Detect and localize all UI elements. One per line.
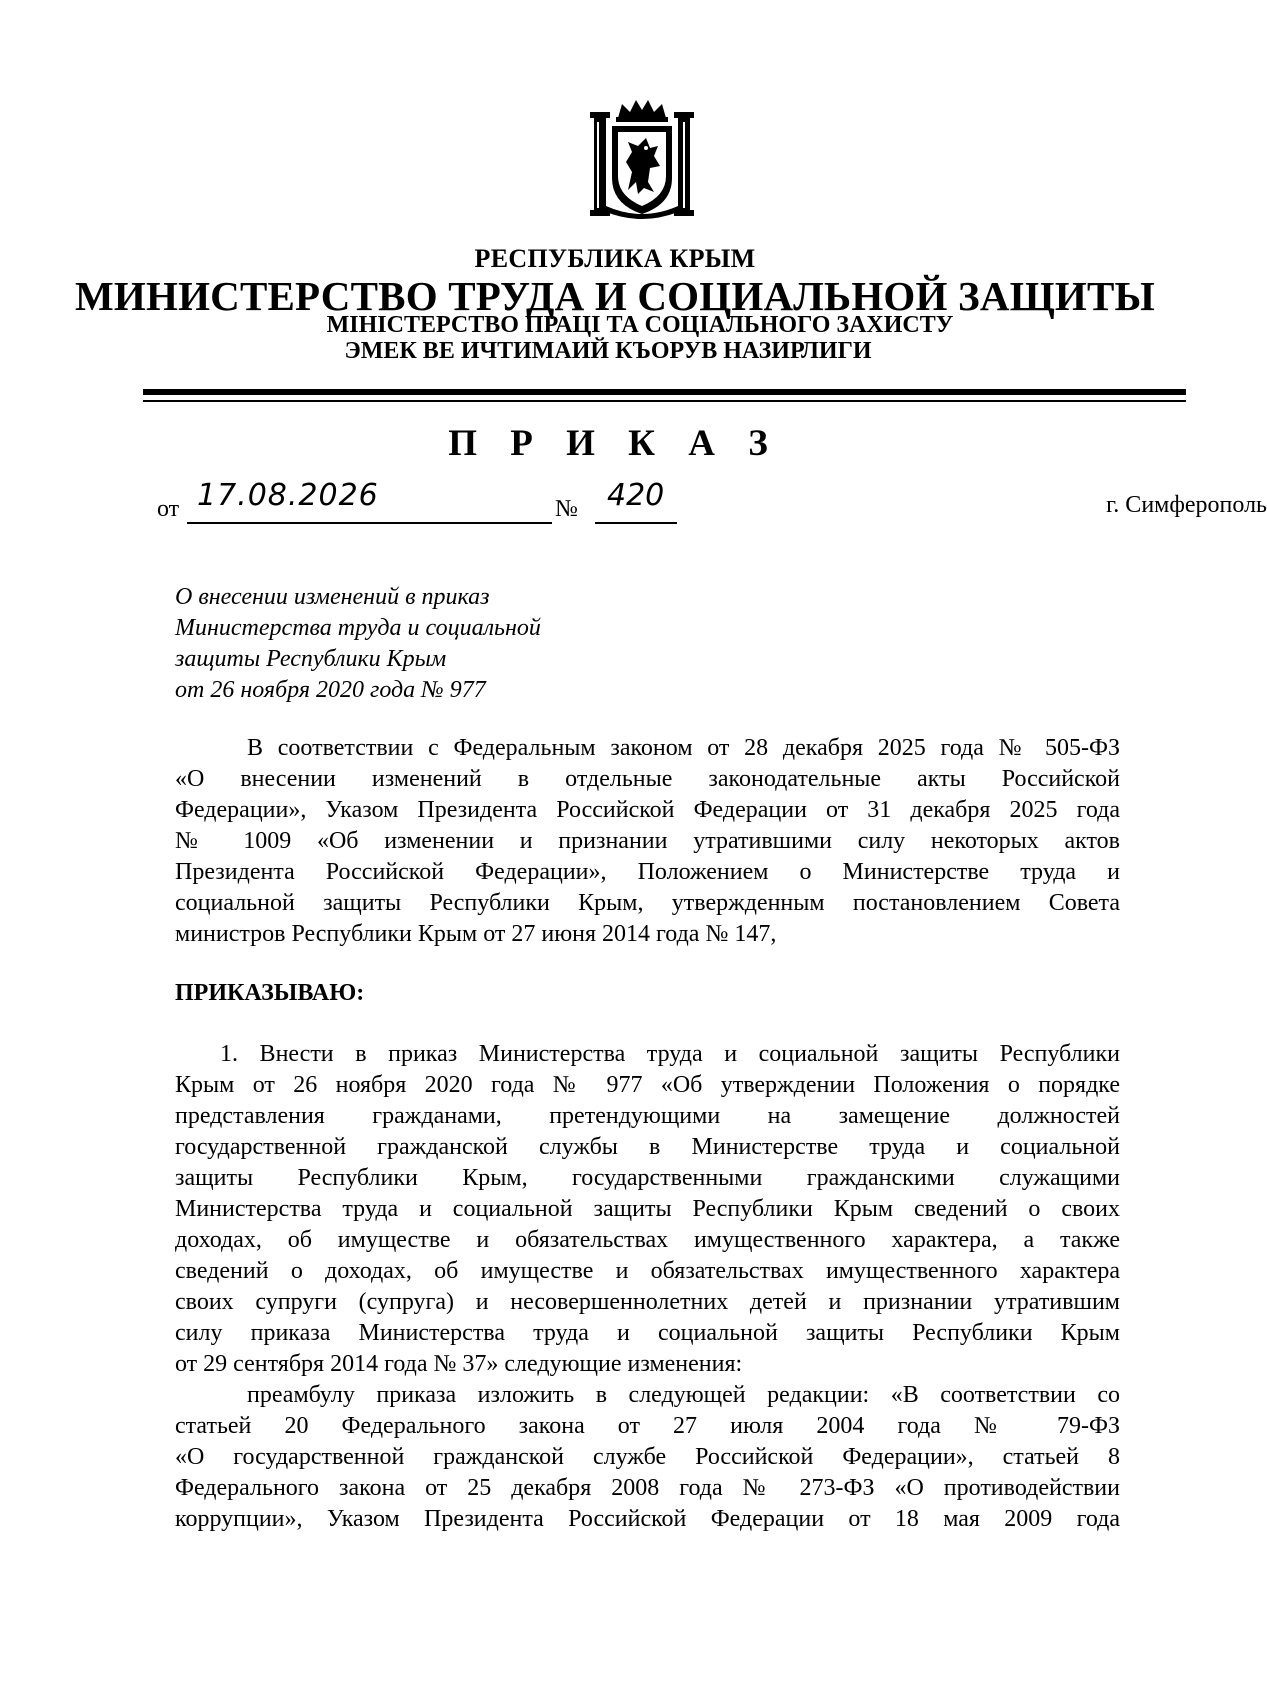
header-rule-thin [143, 400, 1186, 402]
paragraph-line: В соответствии с Федеральным законом от 28 декабря 2025 года № 505-ФЗ [247, 735, 1120, 761]
paragraph-line: 1. Внести в приказ Министерства труда и социальной защиты Республики [220, 1041, 1120, 1067]
subject-line: О внесении изменений в приказ [175, 584, 490, 610]
coat-of-arms-icon [588, 96, 696, 220]
date-prefix: от [157, 496, 180, 522]
subject-block [175, 582, 541, 706]
paragraph-line: от 29 сентября 2014 года № 37» следующие изменения: [175, 1351, 743, 1377]
subject-line: защиты Республики Крым [175, 646, 447, 672]
paragraph-line: статьей 20 Федерального закона от 27 июля 2004 года № 79-ФЗ [175, 1413, 1120, 1439]
paragraph-line: № 1009 «Об изменении и признании утратившими силу некоторых актов [175, 828, 1120, 854]
subject-line: Министерства труда и социальной [175, 615, 541, 641]
paragraph-line: Федерального закона от 25 декабря 2008 года № 273-ФЗ «О противодействии [175, 1475, 1120, 1501]
paragraph-line: государственной гражданской службы в Министерстве труда и социальной [175, 1134, 1120, 1160]
paragraph-line: «О государственной гражданской службе Российской Федерации», статьей 8 [175, 1444, 1120, 1470]
paragraph-line: социальной защиты Республики Крым, утвержденным постановлением Совета [175, 890, 1120, 916]
number-prefix: № [555, 496, 578, 522]
paragraph-line: доходах, об имуществе и обязательствах имущественного характера, а также [175, 1227, 1120, 1253]
paragraph-line: представления гражданами, претендующими на замещение должностей [175, 1103, 1120, 1129]
date-underline [187, 522, 552, 524]
paragraph-line: Президента Российской Федерации», Положением о Министерстве труда и [175, 859, 1120, 885]
paragraph-line: Министерства труда и социальной защиты Республики Крым сведений о своих [175, 1196, 1120, 1222]
handwritten-date: 17.08.2026 [197, 478, 379, 513]
order-word: ПРИКАЗЫВАЮ: [175, 980, 365, 1006]
paragraph-line: «О внесении изменений в отдельные законодательные акты Российской [175, 766, 1120, 792]
paragraph-line: министров Республики Крым от 27 июня 2014 года № 147, [175, 921, 777, 947]
document-type-title: П Р И К А З [448, 423, 780, 464]
item-1-paragraph [175, 1039, 1120, 1535]
date-number-row [157, 478, 1267, 528]
paragraph-line: коррупции», Указом Президента Российской Федерации от 18 мая 2009 года [175, 1506, 1120, 1532]
paragraph-line: преамбулу приказа изложить в следующей редакции: «В соответствии со [247, 1382, 1120, 1408]
paragraph-line: Федерации», Указом Президента Российской Федерации от 31 декабря 2025 года [175, 797, 1120, 823]
paragraph-line: своих супруги (супруга) и несовершеннолетних детей и признании утратившим [175, 1289, 1120, 1315]
republic-name: РЕСПУБЛИКА КРЫМ [474, 244, 756, 273]
handwritten-number: 420 [607, 478, 665, 513]
city: г. Симферополь [1106, 492, 1267, 518]
subject-line: от 26 ноября 2020 года № 977 [175, 677, 486, 703]
paragraph-line: сведений о доходах, об имуществе и обязательствах имущественного характера [175, 1258, 1120, 1284]
header-rule-thick [143, 389, 1186, 395]
paragraph-line: защиты Республики Крым, государственными гражданскими служащими [175, 1165, 1120, 1191]
preamble-paragraph [175, 733, 1120, 950]
number-underline [595, 522, 677, 524]
paragraph-line: силу приказа Министерства труда и социальной защиты Республики Крым [175, 1320, 1120, 1346]
ministry-name-ukrainian: МІНІСТЕРСТВО ПРАЦІ ТА СОЦІАЛЬНОГО ЗАХИСТУ [326, 312, 954, 338]
ministry-name: МИНИСТЕРСТВО ТРУДА И СОЦИАЛЬНОЙ ЗАЩИТЫ [74, 273, 1156, 319]
paragraph-line: Крым от 26 ноября 2020 года № 977 «Об утверждении Положения о порядке [175, 1072, 1120, 1098]
ministry-name-crimean-tatar: ЭМЕК ВЕ ИЧТИМАИЙ КЪОРУВ НАЗИРЛИГИ [344, 338, 872, 364]
